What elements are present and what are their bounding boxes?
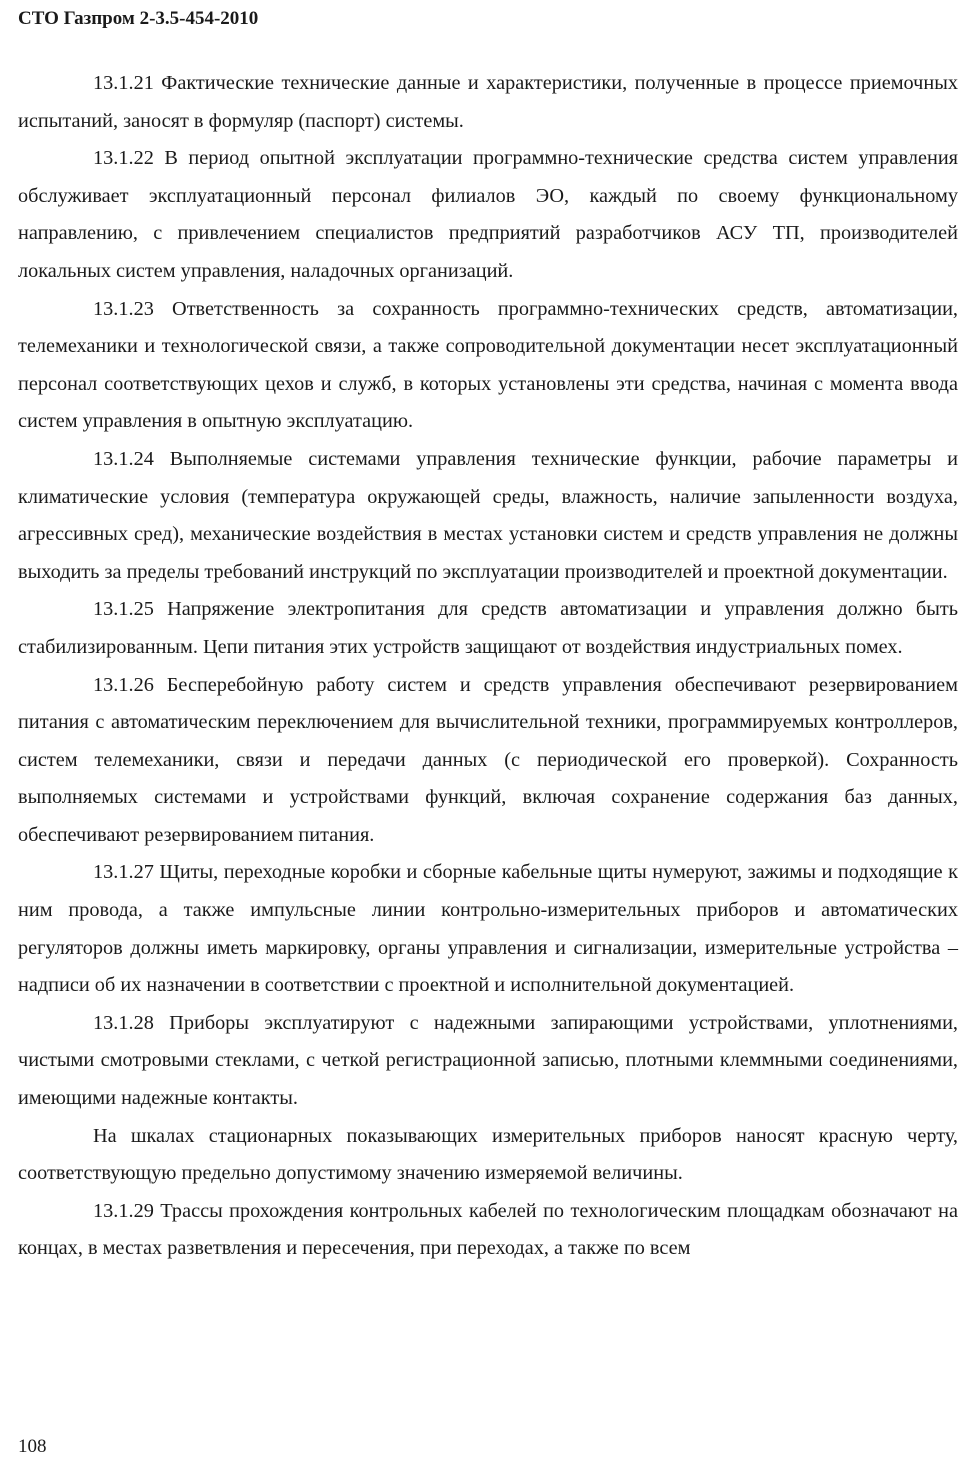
document-header: СТО Газпром 2-3.5-454-2010: [18, 8, 259, 29]
paragraph-13-1-23: 13.1.23 Ответственность за сохранность программно-технических средств, автоматизации, телемеханики и технологической связи, а также сопроводительной документации несет эксплуатационный персонал соответствующих цехов и служб, в которых установлены эти средства, начиная с момента ввода систем управления в опытную эксплуатацию.: [18, 297, 958, 433]
paragraph-13-1-21: 13.1.21 Фактические технические данные и характеристики, полученные в процессе приемочных испытаний, заносят в формуляр (паспорт) системы.: [18, 72, 958, 132]
paragraph-13-1-25: 13.1.25 Напряжение электропитания для средств автоматизации и управления должно быть стабилизированным. Цепи питания этих устройств защищают от воздействия индустриальных помех.: [18, 598, 958, 658]
paragraph-13-1-27: 13.1.27 Щиты, переходные коробки и сборные кабельные щиты нумеруют, зажимы и подходящие к ним провода, а также импульсные линии контрольно-измерительных приборов и автоматических регуляторов должны иметь маркировку, органы управления и сигнализации, измерительные устройства – надписи об их назначении в соответствии с проектной и исполнительной документацией.: [18, 861, 958, 997]
page-number: 108: [18, 1436, 47, 1457]
paragraph-13-1-29: 13.1.29 Трассы прохождения контрольных кабелей по технологическим площадкам обозначают на концах, в местах разветвления и пересечения, при переходах, а также по всем: [18, 1199, 958, 1260]
paragraph-13-1-28: 13.1.28 Приборы эксплуатируют с надежными запирающими устройствами, уплотнениями, чистыми смотровыми стеклами, с четкой регистрационной записью, плотными клеммными соединениями, имеющими надежные контакты.: [18, 1011, 958, 1110]
paragraph-13-1-22: 13.1.22 В период опытной эксплуатации программно-технические средства систем управления обслуживает эксплуатационный персонал филиалов ЭО, каждый по своему функциональному направлению, с привлечением специалистов предприятий разработчиков АСУ ТП, производителей локальных систем управления, наладочных организаций.: [18, 147, 958, 282]
paragraph-13-1-24: 13.1.24 Выполняемые системами управления технические функции, рабочие параметры и климатические условия (температура окружающей среды, влажность, наличие запыленности воздуха, агрессивных сред), механические воздействия в местах установки систем и средств управления не должны выходить за пределы требований инструкций по эксплуатации производителей и проектной документации.: [18, 447, 958, 583]
paragraph-13-1-28-continued: На шкалах стационарных показывающих измерительных приборов наносят красную черту, соответствующую предельно допустимому значению измеряемой величины.: [18, 1124, 958, 1185]
document-body: [18, 65, 958, 1268]
paragraph-13-1-26: 13.1.26 Бесперебойную работу систем и средств управления обеспечивают резервированием питания с автоматическим переключением для вычислительной техники, программируемых контроллеров, систем телемеханики, связи и передачи данных (с периодической его проверкой). Сохранность выполняемых системами и устройствами функций, включая сохранение содержания баз данных, обеспечивают резервированием питания.: [18, 673, 958, 846]
